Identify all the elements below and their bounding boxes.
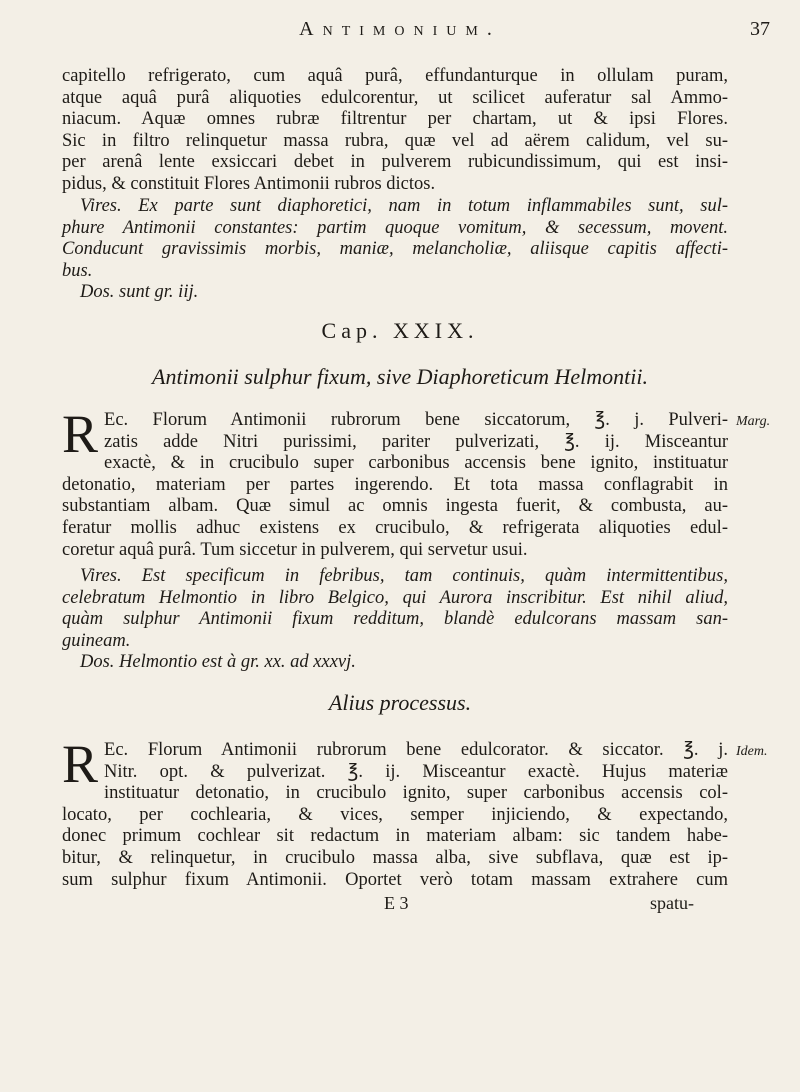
text-line: guineam. <box>62 630 131 651</box>
margin-note: Idem. <box>736 744 768 759</box>
text-line: Dos. Helmontio est à gr. xx. ad xxxvj. <box>80 652 356 672</box>
drop-cap: R <box>62 404 99 464</box>
text-line: coretur aquâ purâ. Tum siccetur in pulverem, qui servetur usui. <box>62 539 528 560</box>
dosis-1 <box>62 282 728 304</box>
dosis-2 <box>62 652 728 674</box>
text-line: capitello refrigerato, cum aquâ purâ, effundanturque in ollulam puram, <box>62 66 728 86</box>
text-line: Ec. Florum Antimonii rubrorum bene siccatorum, ℥. j. Pulveri- <box>104 410 728 430</box>
catchword: spatu- <box>650 893 694 913</box>
text-line: celebratum Helmontio in libro Belgico, qui Aurora inscribitur. Est nihil aliud, <box>62 587 728 608</box>
text-line: quàm sulphur Antimonii fixum redditum, blandè edulcorans massam san- <box>62 609 728 630</box>
text-line: donec primum cochlear sit redactum in materiam albam: sic tandem habe- <box>62 826 728 847</box>
text-line: Conducunt gravissimis morbis, maniæ, melancholiæ, aliisque capitis affecti- <box>62 239 728 260</box>
text-line: Vires. Ex parte sunt diaphoretici, nam in totum inflammabiles sunt, sul- <box>80 196 728 216</box>
text-line: bitur, & relinquetur, in crucibulo massa alba, sive subflava, quæ est ip- <box>62 847 728 868</box>
page-header <box>0 18 800 48</box>
recipe-2 <box>62 734 728 891</box>
subtitle-alius-processus: Alius processus. <box>328 690 472 715</box>
page-number: 37 <box>750 18 770 40</box>
text-line: phure Antimonii constantes: partim quoque vomitum, & secessum, movent. <box>62 217 728 238</box>
text-line: Dos. sunt gr. iij. <box>80 282 199 302</box>
paragraph-vires-1 <box>62 196 728 282</box>
text-line: niacum. Aquæ omnes rubræ filtrentur per chartam, ut & ipsi Flores. <box>62 109 728 130</box>
drop-cap: R <box>62 734 99 794</box>
paragraph-vires-2 <box>62 566 728 652</box>
chapter-heading: Cap. XXIX. <box>321 318 479 343</box>
text-line: instituatur detonatio, in crucibulo ignito, super carbonibus accensis col- <box>104 783 728 804</box>
recipe-1 <box>62 404 728 561</box>
text-line: per arenâ lente exsiccari debet in pulverem rubicundissimum, qui est insi- <box>62 152 728 173</box>
text-line: detonatio, materiam per partes ingerendo. Et tota massa conflagrabit in <box>62 474 728 495</box>
text-line: Sic in filtro relinquetur massa rubra, quæ vel ad aërem calidum, vel su- <box>62 130 728 151</box>
text-line: Ec. Florum Antimonii rubrorum bene edulcorator. & siccator. ℥. j. <box>104 740 728 760</box>
running-title: Antimonium. <box>299 18 501 40</box>
margin-note: Marg. <box>736 414 771 429</box>
text-line: Vires. Est specificum in febribus, tam continuis, quàm intermittentibus, <box>80 566 728 586</box>
text-line: Nitr. opt. & pulverizat. ℥. ij. Misceantur exactè. Hujus materiæ <box>104 761 728 782</box>
section-title: Antimonii sulphur fixum, sive Diaphoreticum Helmontii. <box>152 364 648 389</box>
text-line: zatis adde Nitri purissimi, pariter pulverizati, ℥. ij. Misceantur <box>104 431 728 452</box>
text-line: bus. <box>62 260 93 281</box>
paragraph-flores <box>62 66 728 196</box>
text-line: atque aquâ purâ aliquoties edulcorentur, ut scilicet auferatur sal Ammo- <box>62 87 728 108</box>
text-line: substantiam albam. Quæ simul ac omnis ingesta fuerit, & combusta, au- <box>62 496 728 517</box>
text-line: locato, per cochlearia, & vices, semper injiciendo, & expectando, <box>62 804 728 825</box>
text-line: sum sulphur fixum Antimonii. Oportet verò totam massam extrahere cum <box>62 869 728 890</box>
signature-mark: E 3 <box>384 893 409 913</box>
text-line: feratur mollis adhuc existens ex crucibulo, & refrigerata aliquoties edul- <box>62 517 728 538</box>
text-line: pidus, & constituit Flores Antimonii rubros dictos. <box>62 173 436 194</box>
text-line: exactè, & in crucibulo super carbonibus accensis bene ignito, instituatur <box>104 453 728 474</box>
